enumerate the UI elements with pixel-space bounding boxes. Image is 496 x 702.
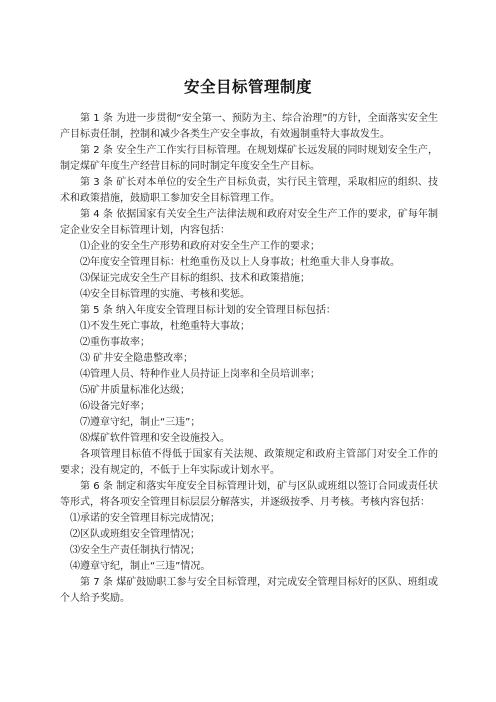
list-item: ⑺遵章守纪，制止“三违”； [80, 417, 201, 428]
article-6-list [60, 511, 438, 575]
list-item: ⑴企业的安全生产形势和政府对安全生产工作的要求； [80, 241, 320, 252]
list-item: ⑸矿井质量标准化达级； [80, 385, 190, 396]
list-item: ⑻煤矿软件管理和安全设施投入。 [80, 433, 230, 444]
list-item: ⑷安全目标管理的实施、考核和奖惩。 [80, 289, 250, 300]
article-6: 第 6 条 制定和落实年度安全目标管理计划，矿与区队或班组以签订合同或责任状等形式，将各项安全管理目标层层分解落实，并逐级按季、月考核。考核内容包括： [60, 481, 438, 508]
list-item: ⑶ 矿井安全隐患整改率； [80, 353, 194, 364]
article-1: 第 1 条 为进一步贯彻“安全第一、预防为主、综合治理”的方针，全面落实安全生产目标责任制，控制和减少各类生产安全事故，有效遏制重特大事故发生。 [60, 113, 438, 140]
document-title: 安全目标管理制度 [183, 78, 312, 96]
article-4-list [60, 239, 438, 303]
article-4: 第 4 条 依据国家有关安全生产法律法规和政府对安全生产工作的要求，矿每年制定企业安全目标管理计划，内容包括： [60, 209, 438, 236]
list-item: ⑶保证完成安全生产目标的组织、技术和政策措施； [80, 273, 310, 284]
article-2: 第 2 条 安全生产工作实行目标管理。在规划煤矿长远发展的同时规划安全生产，制定煤矿年度生产经营目标的同时制定年度安全生产目标。 [60, 145, 438, 172]
list-item: ⑶安全生产责任制执行情况； [70, 545, 200, 556]
list-item: ⑵重伤事故率； [80, 337, 150, 348]
list-item: ⑹设备完好率； [80, 401, 150, 412]
list-item: ⑷遵章守纪，制止“三违”情况。 [70, 561, 211, 572]
list-item: ⑴不发生死亡事故，杜绝重特大事故； [80, 321, 250, 332]
article-3: 第 3 条 矿长对本单位的安全生产目标负责，实行民主管理，采取相应的组织、技术和政策措施，鼓励职工参加安全目标管理工作。 [60, 177, 438, 204]
list-item: ⑴承诺的安全管理目标完成情况； [70, 513, 220, 524]
article-5-note: 各项管理目标值不得低于国家有关法规、政策规定和政府主管部门对安全工作的要求；没有规定的，不低于上年实际或计划水平。 [60, 449, 438, 476]
list-item: ⑵年度安全管理目标：杜绝重伤及以上人身事故；杜绝重大非人身事故。 [80, 257, 400, 268]
article-7: 第 7 条 煤矿鼓励职工参与安全目标管理，对完成安全管理目标好的区队、班组或个人给予奖励。 [60, 577, 438, 604]
list-item: ⑷管理人员、特种作业人员持证上岗率和全员培训率； [80, 369, 320, 380]
article-5: 第 5 条 纳入年度安全管理目标计划的安全管理目标包括： [80, 305, 336, 316]
document-body [60, 111, 438, 607]
article-5-list [60, 319, 438, 447]
list-item: ⑵区队或班组安全管理情况； [70, 529, 200, 540]
